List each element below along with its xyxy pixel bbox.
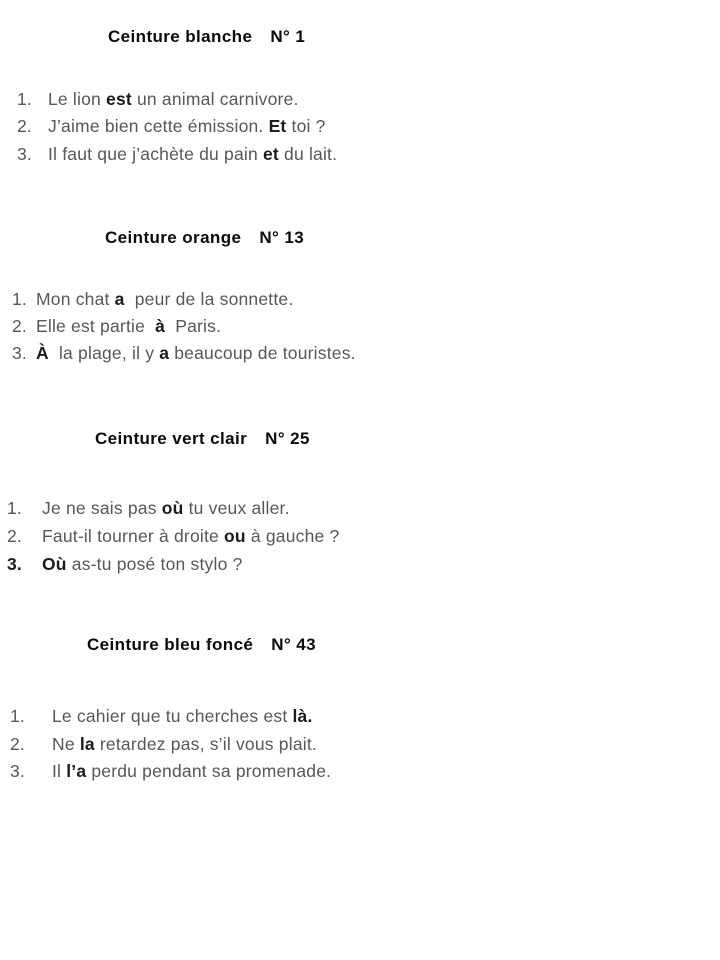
sentence-text xyxy=(52,731,317,759)
plain-text: retardez pas, s’il vous plait. xyxy=(94,733,317,754)
sentence-text xyxy=(36,286,293,313)
plain-text: Mon chat xyxy=(36,289,115,309)
sentence-number: 1. xyxy=(12,289,27,309)
highlighted-word: où xyxy=(161,498,184,518)
plain-text: Le cahier que tu cherches est xyxy=(52,706,293,726)
sentence-number: 2. xyxy=(12,316,27,336)
sentence-text xyxy=(48,141,337,168)
belt-number: N° 25 xyxy=(265,429,310,448)
sentence-number: 1. xyxy=(17,89,32,109)
plain-text: la plage, il y xyxy=(48,343,160,363)
plain-text: perdu pendant sa promenade. xyxy=(86,761,332,781)
plain-text: Elle est partie xyxy=(36,316,156,336)
plain-text: tu veux aller. xyxy=(183,498,290,518)
sentence-list xyxy=(0,703,720,786)
belt-number: N° 13 xyxy=(259,228,305,247)
sentence-text xyxy=(36,340,356,367)
sentence-item xyxy=(0,340,720,367)
plain-text: toi ? xyxy=(286,116,326,137)
highlighted-word: À xyxy=(36,343,49,363)
sentence-list xyxy=(0,86,720,168)
sentence-text xyxy=(42,522,339,550)
plain-text: J’aime bien cette émission. xyxy=(48,116,269,137)
belt-name: Ceinture orange xyxy=(105,228,242,247)
sentence-number: 2. xyxy=(7,526,22,546)
section-title xyxy=(87,635,316,655)
sentence-item xyxy=(0,522,720,550)
plain-text: as-tu posé ton stylo ? xyxy=(66,554,243,574)
sentence-text xyxy=(52,703,313,731)
sentence-item xyxy=(0,86,720,113)
highlighted-word: à xyxy=(155,316,166,336)
sentence-list xyxy=(0,494,720,578)
sentence-text xyxy=(36,313,221,340)
highlighted-word: a xyxy=(114,289,125,309)
sentence-text xyxy=(42,550,243,578)
highlighted-word: est xyxy=(106,89,132,109)
highlighted-word: ou xyxy=(224,526,246,546)
plain-text: Ne xyxy=(52,733,80,754)
sentence-item xyxy=(0,286,720,313)
plain-text: à gauche ? xyxy=(245,526,340,546)
section-title xyxy=(95,429,310,449)
sentence-number: 2. xyxy=(10,733,25,754)
plain-text: Il faut que j’achète du pain xyxy=(48,143,263,164)
plain-text: Le lion xyxy=(48,89,107,109)
belt-name: Ceinture blanche xyxy=(108,27,253,46)
plain-text: beaucoup de touristes. xyxy=(169,343,356,363)
plain-text: Il xyxy=(52,761,67,781)
sentence-text xyxy=(48,113,326,140)
sentence-text xyxy=(48,86,299,113)
sentence-item xyxy=(0,113,720,140)
highlighted-word: la xyxy=(79,733,95,754)
sentence-number: 1. xyxy=(7,498,22,518)
highlighted-word: Et xyxy=(268,116,287,137)
plain-text: Je ne sais pas xyxy=(42,498,162,518)
section-title xyxy=(108,27,305,47)
sentence-item xyxy=(0,703,720,731)
highlighted-word: l’a xyxy=(66,761,87,781)
plain-text: Paris. xyxy=(165,316,222,336)
sentence-item xyxy=(0,141,720,168)
sentence-item xyxy=(0,494,720,522)
plain-text: du lait. xyxy=(278,143,338,164)
highlighted-word: Où xyxy=(42,554,67,574)
highlighted-word: a xyxy=(159,343,170,363)
belt-name: Ceinture vert clair xyxy=(95,429,248,448)
belt-number: N° 43 xyxy=(271,635,317,654)
sentence-number: 1. xyxy=(10,706,25,726)
plain-text: Faut-il tourner à droite xyxy=(42,526,225,546)
highlighted-word: et xyxy=(262,143,279,164)
belt-number: N° 1 xyxy=(270,27,306,46)
sentence-number: 3. xyxy=(17,143,32,164)
sentence-text xyxy=(52,758,331,786)
sentence-item xyxy=(0,731,720,759)
plain-text: peur de la sonnette. xyxy=(124,289,294,309)
sentence-item xyxy=(0,313,720,340)
sentence-item xyxy=(0,758,720,786)
sentence-number: 3. xyxy=(10,761,25,781)
section-title xyxy=(105,228,304,248)
sentence-number: 3. xyxy=(7,554,22,574)
sentence-number: 2. xyxy=(17,116,32,137)
sentence-item xyxy=(0,550,720,578)
plain-text: un animal carnivore. xyxy=(131,89,299,109)
sentence-list xyxy=(0,286,720,367)
sentence-text xyxy=(42,494,290,522)
highlighted-word: là. xyxy=(292,706,313,726)
sentence-number: 3. xyxy=(12,343,27,363)
belt-name: Ceinture bleu foncé xyxy=(87,635,254,654)
